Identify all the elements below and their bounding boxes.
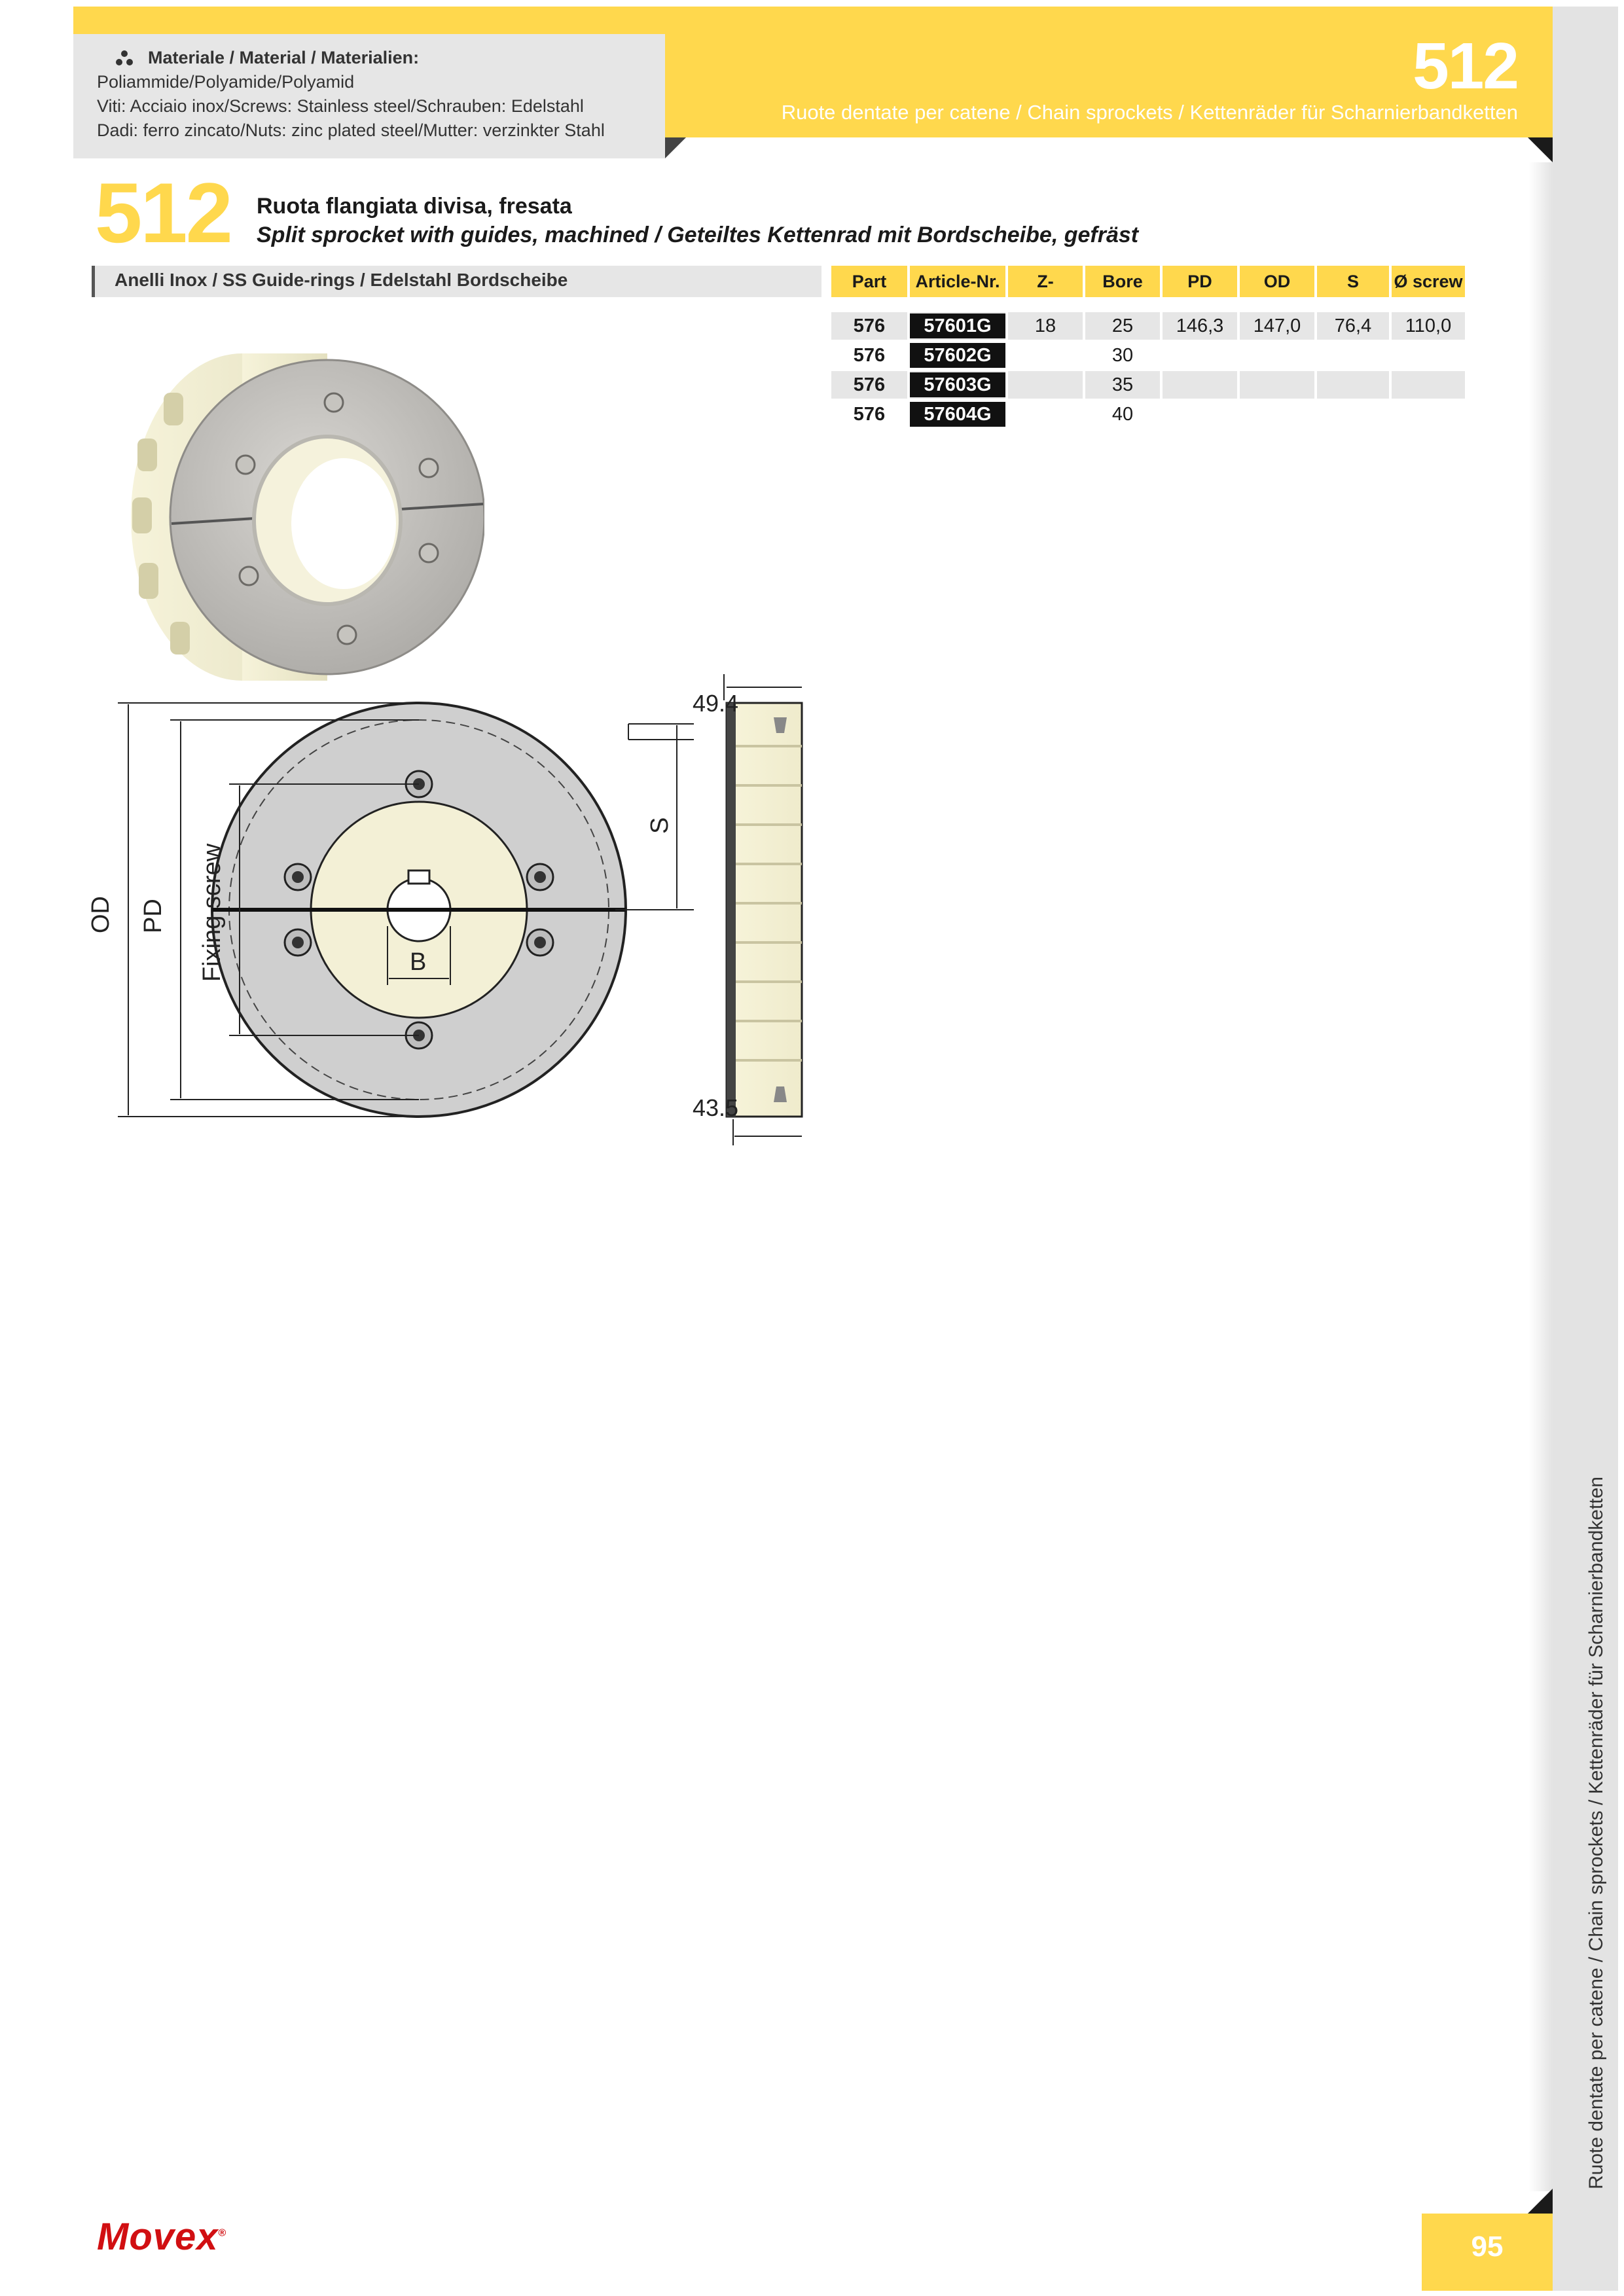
- cell-bore: 25: [1111, 315, 1134, 336]
- cell-s: 76,4: [1334, 315, 1372, 336]
- movex-logo: Movex®: [97, 2215, 227, 2258]
- table-section-label: Anelli Inox / SS Guide-rings / Edelstahl Bordscheibe: [115, 270, 568, 290]
- side-view: [727, 703, 802, 1117]
- cell-bore: 30: [1111, 345, 1134, 366]
- col-header-z: Z-: [1008, 266, 1083, 297]
- col-header-article: Article-Nr.: [910, 266, 1005, 297]
- materials-corner-mark: [665, 137, 686, 158]
- label-s: S: [646, 817, 674, 834]
- product-title-en-de: Split sprocket with guides, machined / Geteiltes Kettenrad mit Bordscheibe, gefräst: [257, 223, 1139, 247]
- side-caption: Ruote dentate per catene / Chain sprockets / Kettenräder für Scharnierbandketten: [1585, 1477, 1607, 2189]
- page-number: 95: [1471, 2231, 1504, 2263]
- technical-drawing: [65, 674, 805, 1145]
- label-bore: B: [410, 948, 427, 976]
- materials-text: [97, 46, 605, 143]
- label-width-bottom: 43.5: [693, 1094, 739, 1121]
- header-number: 512: [1413, 29, 1518, 103]
- cell-article: 57603G: [910, 372, 1005, 397]
- cell-part: 576: [853, 404, 886, 425]
- cell-od: 147,0: [1253, 315, 1301, 336]
- product-number: 512: [95, 165, 231, 260]
- cell-article: 57604G: [910, 402, 1005, 427]
- label-pd: PD: [139, 899, 167, 933]
- col-header-bore: Bore: [1085, 266, 1160, 297]
- table-section-mark: [92, 266, 95, 297]
- materials-title: Materiale / Material / Materialien:: [148, 48, 420, 67]
- col-header-od: OD: [1240, 266, 1314, 297]
- cell-screw: 110,0: [1405, 315, 1452, 336]
- label-fixing-screw: Fixing screw: [198, 843, 226, 982]
- page-corner-mark: [1528, 2189, 1553, 2214]
- cell-article: 57602G: [910, 343, 1005, 368]
- materials-line: Poliammide/Polyamide/Polyamid: [97, 72, 355, 92]
- header-subtitle: Ruote dentate per catene / Chain sprockets / Kettenräder für Scharnierbandketten: [781, 101, 1518, 124]
- header-corner-mark: [1528, 137, 1553, 162]
- materials-line: Viti: Acciaio inox/Screws: Stainless steel/Schrauben: Edelstahl: [97, 96, 584, 116]
- col-header-pd: PD: [1163, 266, 1237, 297]
- cell-part: 576: [853, 374, 886, 395]
- cell-article: 57601G: [910, 314, 1005, 338]
- col-header-s: S: [1317, 266, 1389, 297]
- col-header-screw: Ø screw: [1392, 266, 1465, 297]
- front-view: [212, 703, 626, 1117]
- product-title-it: Ruota flangiata divisa, fresata: [257, 194, 572, 219]
- cell-part: 576: [853, 315, 886, 336]
- side-shadow: [1529, 162, 1553, 2191]
- cell-bore: 40: [1111, 404, 1134, 425]
- product-photo: [118, 327, 484, 694]
- label-width-top: 49.4: [693, 690, 739, 717]
- col-header-part: Part: [831, 266, 907, 297]
- label-od: OD: [87, 896, 115, 933]
- cell-bore: 35: [1111, 374, 1134, 395]
- materials-line: Dadi: ferro zincato/Nuts: zinc plated steel/Mutter: verzinkter Stahl: [97, 120, 605, 140]
- cell-part: 576: [853, 345, 886, 366]
- cell-pd: 146,3: [1176, 315, 1224, 336]
- cell-z: 18: [1034, 315, 1056, 336]
